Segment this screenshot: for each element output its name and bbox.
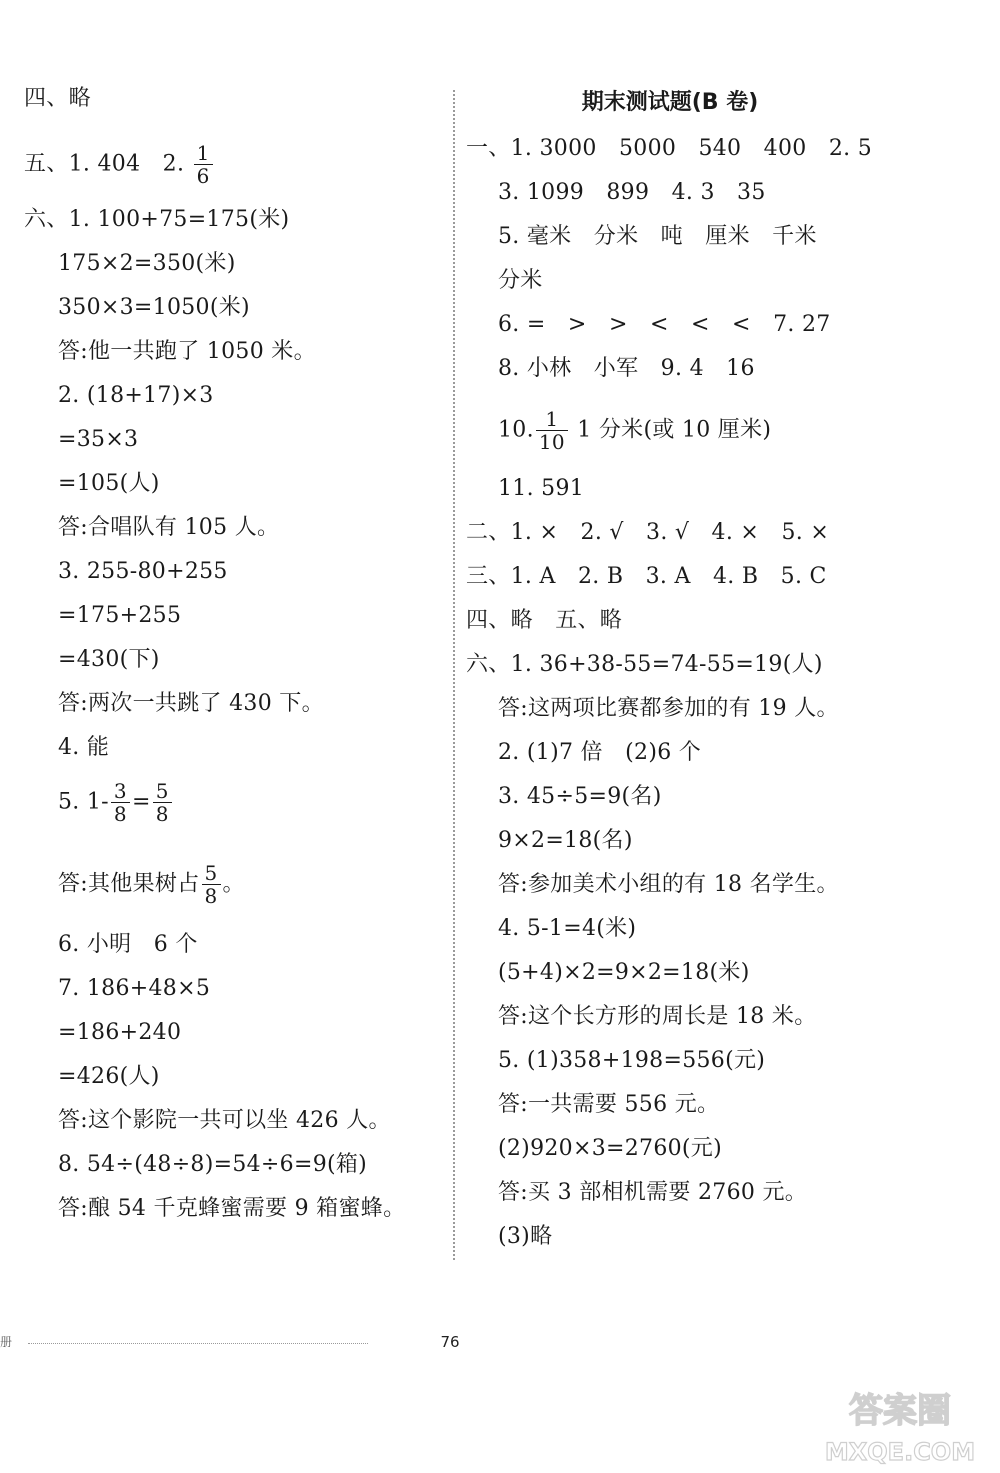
right-line-11: 四、略 五、略 [466,608,623,633]
right-line-22: 答:一共需要 556 元。 [498,1092,720,1117]
page-number: 76 [440,1333,460,1351]
watermark-text-url: MXQE.COM [824,1438,976,1466]
right-line-14: 2. (1)7 倍 (2)6 个 [498,740,702,765]
right-line-10: 三、1. A 2. B 3. A 4. B 5. C [466,564,827,589]
left-line-13: =430(下) [58,647,160,672]
right-line-17: 答:参加美术小组的有 18 名学生。 [498,872,839,897]
right-line-12: 六、1. 36+38-55=74-55=19(人) [466,652,823,677]
left-line-17-text: 答:其他果树占 [58,871,200,897]
fraction-one-tenth: $\frac{1}{10}$ [536,408,568,453]
right-line-1: 一、1. 3000 5000 540 400 2. 5 [466,136,873,161]
watermark-text-cn: 答案圈 [849,1391,951,1431]
left-line-2 [24,142,215,187]
footer-rule [28,1343,368,1344]
left-line-16 [58,780,174,825]
right-line-13: 答:这两项比赛都参加的有 19 人。 [498,696,839,721]
right-line-2: 3. 1099 899 4. 3 35 [498,180,766,205]
right-line-20: 答:这个长方形的周长是 18 米。 [498,1004,817,1029]
left-line-12: =175+255 [58,603,182,628]
left-line-19: 7. 186+48×5 [58,976,211,1001]
right-line-15: 3. 45÷5=9(名) [498,784,662,809]
fraction-five-eighths: $\frac{5}{8}$ [153,780,172,825]
right-line-24: 答:买 3 部相机需要 2760 元。 [498,1180,808,1205]
equals-sign: = [131,789,151,815]
section-title: 期末测试题(B 卷) [581,90,759,115]
right-line-18: 4. 5-1=4(米) [498,916,637,941]
fraction-one-sixth: $\frac{1}{6}$ [194,142,213,187]
left-line-24: 答:酿 54 千克蜂蜜需要 9 箱蜜蜂。 [58,1196,406,1221]
right-line-7 [498,408,771,453]
period: 。 [222,871,245,897]
left-line-20: =186+240 [58,1020,182,1045]
left-line-17 [58,862,245,907]
left-line-10: 答:合唱队有 105 人。 [58,515,280,540]
left-line-18: 6. 小明 6 个 [58,932,198,957]
right-line-7-number: 10. [498,417,534,443]
right-line-25: (3)略 [498,1224,553,1249]
left-line-1: 四、略 [24,86,91,111]
right-line-4: 分米 [498,268,543,293]
left-line-2-text: 五、1. 404 2. [24,151,185,177]
left-line-3: 六、1. 100+75=175(米) [24,207,290,232]
watermark-logo [810,1380,990,1470]
left-line-7: 2. (18+17)×3 [58,383,214,408]
right-line-6: 8. 小林 小军 9. 4 16 [498,356,755,381]
right-line-23: (2)920×3=2760(元) [498,1136,722,1161]
right-line-9: 二、1. × 2. √ 3. √ 4. × 5. × [466,520,830,545]
column-divider [453,90,455,1260]
left-line-8: =35×3 [58,427,139,452]
left-line-14: 答:两次一共跳了 430 下。 [58,691,324,716]
left-line-6: 答:他一共跑了 1050 米。 [58,339,316,364]
left-line-9: =105(人) [58,471,160,496]
left-line-4: 175×2=350(米) [58,251,236,276]
right-line-3: 5. 毫米 分米 吨 厘米 千米 [498,224,817,249]
right-line-19: (5+4)×2=9×2=18(米) [498,960,750,985]
fraction-three-eighths: $\frac{3}{8}$ [111,780,130,825]
left-line-15: 4. 能 [58,735,110,760]
left-line-21: =426(人) [58,1064,160,1089]
left-line-23: 8. 54÷(48÷8)=54÷6=9(箱) [58,1152,368,1177]
right-line-7-text: 1 分米(或 10 厘米) [577,417,772,443]
left-line-5: 350×3=1050(米) [58,295,250,320]
right-line-5: 6. = > > < < < 7. 27 [498,312,831,337]
left-line-16-text: 5. 1- [58,789,109,815]
footer-mark: 册 [0,1335,13,1349]
right-line-8: 11. 591 [498,476,585,501]
left-line-11: 3. 255-80+255 [58,559,228,584]
right-line-16: 9×2=18(名) [498,828,633,853]
fraction-five-eighths-answer: $\frac{5}{8}$ [202,862,221,907]
right-line-21: 5. (1)358+198=556(元) [498,1048,766,1073]
left-line-22: 答:这个影院一共可以坐 426 人。 [58,1108,391,1133]
